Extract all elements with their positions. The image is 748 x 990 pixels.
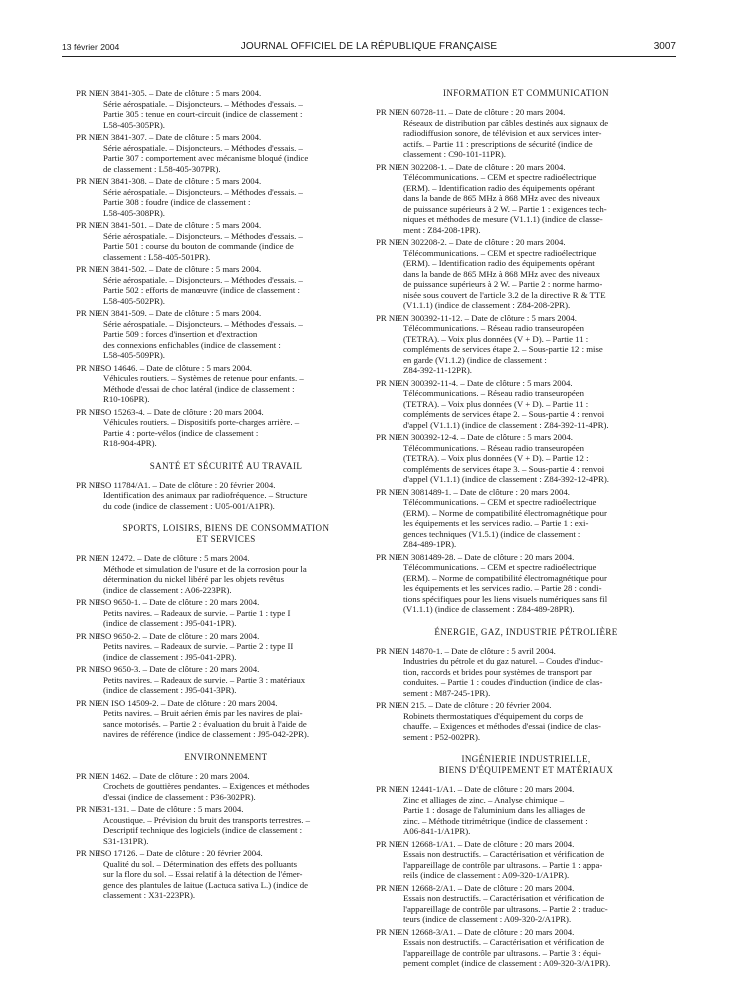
entry-heading bbox=[376, 646, 676, 657]
entry-description-line: Essais non destructifs. – Caractérisation et vérification de bbox=[403, 893, 605, 903]
entry-description bbox=[76, 859, 376, 901]
entry-reference: EN 302208-2. – Date de clôture : 20 mars 2004. bbox=[397, 237, 566, 247]
entry-prefix: PR NF bbox=[376, 107, 401, 117]
section-heading bbox=[76, 461, 376, 472]
entry-description-line: Télécommunications. – CEM et spectre radioélectrique bbox=[403, 172, 597, 182]
section-heading-line: SANTÉ ET SÉCURITÉ AU TRAVAIL bbox=[149, 460, 303, 471]
entry-description bbox=[76, 564, 376, 596]
standard-entry bbox=[76, 631, 376, 663]
entry-reference: ISO 9650-3. – Date de clôture : 20 mars 2004. bbox=[97, 664, 260, 674]
entry-description-line: ment : Z84-208-1PR). bbox=[403, 224, 481, 235]
entry-description-line: Série aérospatiale. – Disjoncteurs. – Méthodes d'essais. – bbox=[103, 274, 303, 285]
entry-description bbox=[76, 641, 376, 662]
entry-description bbox=[76, 781, 376, 802]
entry-description-line: d'appel (V1.1.1) (indice de classement : Z84-392-12-4PR). bbox=[403, 474, 609, 484]
entry-description bbox=[76, 319, 376, 361]
entry-reference: EN 12668-3/A1. – Date de clôture : 20 mars 2004. bbox=[397, 926, 575, 937]
entry-description-line: Série aérospatiale. – Disjoncteurs. – Méthodes d'essais. – bbox=[103, 142, 303, 153]
standard-entry bbox=[376, 883, 676, 925]
entry-heading bbox=[76, 848, 376, 859]
standard-entry bbox=[76, 407, 376, 449]
standard-entry bbox=[376, 237, 676, 311]
entry-heading bbox=[376, 927, 676, 938]
entry-prefix: PR NF bbox=[376, 882, 401, 893]
entry-description bbox=[376, 849, 676, 881]
entry-heading bbox=[376, 378, 676, 389]
entry-reference: EN 12472. – Date de clôture : 5 mars 2004. bbox=[97, 553, 250, 563]
entry-description-line: des connexions enfichables (indice de classement : bbox=[103, 339, 281, 350]
section-heading bbox=[376, 627, 676, 638]
entry-heading bbox=[76, 132, 376, 143]
entry-prefix: PR NF bbox=[76, 88, 101, 98]
section-heading-line: INFORMATION ET COMMUNICATION bbox=[442, 88, 610, 98]
entry-prefix: PR NF bbox=[76, 479, 101, 490]
entry-description-line: détermination du nickel libéré par les objets revêtus bbox=[103, 574, 285, 584]
entry-heading bbox=[376, 552, 676, 563]
entry-description-line: Robinets thermostatiques d'équipement du corps de bbox=[403, 710, 584, 721]
entry-description-line: sur la flore du sol. – Essai relatif à la détection de l'émer- bbox=[103, 869, 303, 879]
issue-date: 13 février 2004 bbox=[62, 42, 120, 52]
section-heading bbox=[376, 88, 676, 99]
entry-description-line: Partie 307 : comportement avec mécanisme bloqué (indice bbox=[103, 153, 309, 163]
entry-description-line: Crochets de gouttières pendantes. – Exigences et méthodes bbox=[103, 781, 310, 791]
entry-prefix: PR NF bbox=[376, 700, 401, 710]
entry-description-line: Acoustique. – Prévision du bruit des transports terrestres. – bbox=[103, 814, 311, 825]
entry-description bbox=[76, 187, 376, 219]
entry-description-line: navires de référence (indice de classement : J95-042-2PR). bbox=[103, 729, 310, 739]
entry-description-line: de classement : L58-405-307PR). bbox=[103, 163, 221, 174]
entry-description-line: l'appareillage de contrôle par ultrasons. – Partie 3 : équi- bbox=[403, 947, 601, 958]
entry-heading bbox=[76, 631, 376, 642]
standard-entry bbox=[376, 162, 676, 236]
entry-reference: EN 3841-305. – Date de clôture : 5 mars 2004. bbox=[97, 88, 262, 98]
entry-reference: EN 3841-308. – Date de clôture : 5 mars 2004. bbox=[97, 176, 262, 186]
entry-description-line: sement : P52-002PR). bbox=[403, 731, 481, 742]
entry-description-line: (indice de classement : J95-041-1PR). bbox=[103, 618, 237, 628]
entry-reference: EN 300392-11-12. – Date de clôture : 5 mars 2004. bbox=[397, 312, 577, 323]
section-heading-line: BIENS D'ÉQUIPEMENT ET MATÉRIAUX bbox=[438, 765, 614, 775]
entry-description bbox=[76, 815, 376, 847]
section-heading-line: SPORTS, LOISIRS, BIENS DE CONSOMMATION bbox=[122, 523, 330, 533]
entry-reference: EN 3841-307. – Date de clôture : 5 mars 2004. bbox=[97, 132, 262, 142]
entry-description-line: A06-841-1/A1PR). bbox=[403, 826, 471, 836]
entry-description-line: Partie 4 : porte-vélos (indice de classement : bbox=[103, 427, 259, 438]
entry-description-line: Partie 1 : dosage de l'aluminium dans les alliages de bbox=[403, 805, 586, 815]
entry-description-line: classement : C90-101-11PR). bbox=[403, 149, 506, 159]
entry-prefix: PR NF bbox=[376, 551, 401, 562]
section-heading bbox=[76, 752, 376, 763]
entry-prefix: PR NF bbox=[76, 553, 101, 563]
entry-description bbox=[376, 937, 676, 969]
entry-description-line: Petits navires. – Radeaux de survie. – Partie 1 : type I bbox=[103, 607, 291, 618]
entry-description-line: Partie 509 : forces d'insertion et d'extraction bbox=[103, 329, 258, 339]
standard-entry bbox=[76, 698, 376, 740]
standard-entry bbox=[376, 432, 676, 485]
entry-heading bbox=[376, 784, 676, 795]
entry-prefix: PR NF bbox=[376, 645, 401, 656]
entry-description-line: pement complet (indice de classement : A09-320-3/A1PR). bbox=[403, 958, 611, 968]
entry-prefix: PR NF bbox=[376, 486, 401, 497]
section-heading-line: ENVIRONNEMENT bbox=[184, 751, 268, 762]
entry-prefix: PR NF bbox=[76, 176, 101, 186]
entry-description-line: Qualité du sol. – Détermination des effets des polluants bbox=[103, 858, 297, 869]
entry-heading bbox=[76, 597, 376, 608]
standard-entry bbox=[376, 313, 676, 376]
entry-prefix: PR NF bbox=[76, 664, 101, 674]
entry-description-line: Méthode et simulation de l'usure et de la corrosion pour la bbox=[103, 563, 307, 574]
right-column bbox=[376, 88, 676, 971]
entry-reference: ISO 9650-1. – Date de clôture : 20 mars 2004. bbox=[97, 597, 260, 607]
entry-description-line: Réseaux de distribution par câbles destinés aux signaux de bbox=[403, 117, 609, 128]
entry-description-line: Télécommunications. – Réseau radio transeuropéen bbox=[403, 442, 585, 453]
entry-description-line: d'appel (V1.1.1) (indice de classement : Z84-392-11-4PR). bbox=[403, 419, 609, 430]
standard-entry bbox=[376, 378, 676, 431]
entry-heading bbox=[376, 700, 676, 711]
entry-description bbox=[376, 248, 676, 311]
entry-heading bbox=[76, 480, 376, 491]
entry-prefix: PR NF bbox=[376, 926, 401, 937]
entry-description-line: les équipements et les services radio. – Partie 28 : condi- bbox=[403, 583, 602, 593]
entry-description-line: Petits navires. – Radeaux de survie. – Partie 3 : matériaux bbox=[103, 674, 306, 685]
standard-entry bbox=[76, 480, 376, 512]
entry-description-line: (V1.1.1) (indice de classement : Z84-208-2PR). bbox=[403, 300, 571, 310]
entry-prefix: PR NF bbox=[76, 362, 101, 373]
entry-description-line: Partie 308 : foudre (indice de classement : bbox=[103, 197, 251, 207]
entry-description-line: d'essai (indice de classement : P36-302PR). bbox=[103, 791, 256, 802]
entry-description-line: sement : M87-245-1PR). bbox=[403, 687, 491, 698]
entry-description-line: Télécommunications. – CEM et spectre radioélectrique bbox=[403, 247, 597, 258]
entry-description-line: Descriptif technique des logiciels (indice de classement : bbox=[103, 825, 302, 835]
entry-heading bbox=[376, 432, 676, 443]
entry-description-line: nisée sous couvert de l'article 3.2 de la directive R & TTE bbox=[403, 289, 606, 300]
entry-description-line: classement : L58-405-501PR). bbox=[103, 251, 211, 262]
entry-heading bbox=[76, 553, 376, 564]
entry-description bbox=[76, 675, 376, 696]
entry-prefix: PR NF bbox=[76, 264, 101, 274]
entry-reference: EN 215. – Date de clôture : 20 février 2004. bbox=[397, 700, 552, 710]
entry-description-line: Zinc et alliages de zinc. – Analyse chimique – bbox=[403, 794, 565, 805]
entry-prefix: PR NF bbox=[76, 630, 101, 641]
entry-heading bbox=[76, 407, 376, 418]
entry-description bbox=[376, 893, 676, 925]
entry-description-line: Identification des animaux par radiofréquence. – Structure bbox=[103, 490, 308, 500]
entry-description-line: (indice de classement : J95-041-3PR). bbox=[103, 685, 237, 695]
entry-heading bbox=[376, 839, 676, 850]
entry-description-line: l'appareillage de contrôle par ultrasons. – Partie 1 : appa- bbox=[403, 859, 603, 870]
entry-description bbox=[376, 323, 676, 376]
entry-description-line: dans la bande de 865 MHz à 868 MHz avec des niveaux bbox=[403, 193, 601, 203]
standard-entry bbox=[76, 308, 376, 361]
entry-heading bbox=[76, 698, 376, 709]
journal-title: JOURNAL OFFICIEL DE LA RÉPUBLIQUE FRANÇAISE bbox=[240, 41, 498, 52]
entry-description-line: les équipements et les services radio. – Partie 1 : exi- bbox=[403, 518, 589, 528]
entry-prefix: PR NF bbox=[376, 838, 401, 849]
entry-heading bbox=[76, 264, 376, 275]
entry-description bbox=[76, 373, 376, 405]
entry-description-line: Télécommunications. – CEM et spectre radioélectrique bbox=[403, 562, 597, 572]
entry-description-line: Série aérospatiale. – Disjoncteurs. – Méthodes d'essais. – bbox=[103, 98, 303, 109]
page-number: 3007 bbox=[653, 41, 676, 52]
entry-reference: EN 3841-502. – Date de clôture : 5 mars 2004. bbox=[97, 264, 262, 274]
standard-entry bbox=[76, 132, 376, 174]
entry-heading bbox=[376, 237, 676, 248]
entry-description-line: (indice de classement : A06-223PR). bbox=[103, 584, 232, 595]
entry-description-line: chauffe. – Exigences et méthodes d'essai (indice de clas- bbox=[403, 721, 601, 731]
standard-entry bbox=[376, 552, 676, 615]
entry-heading bbox=[76, 88, 376, 99]
entry-description bbox=[376, 388, 676, 430]
entry-description-line: R10-106PR). bbox=[103, 394, 150, 404]
entry-description-line: Partie 502 : efforts de manœuvre (indice de classement : bbox=[103, 285, 300, 295]
entry-description-line: (TETRA). – Voix plus données (V + D). – Partie 11 : bbox=[403, 333, 589, 344]
entry-heading bbox=[76, 308, 376, 319]
entry-description-line: Partie 305 : tenue en court-circuit (indice de classement : bbox=[103, 109, 303, 119]
entry-heading bbox=[76, 363, 376, 374]
entry-reference: EN 1462. – Date de clôture : 20 mars 2004. bbox=[97, 770, 250, 781]
entry-heading bbox=[76, 664, 376, 675]
entry-description bbox=[76, 417, 376, 449]
entry-reference: S31-131. – Date de clôture : 5 mars 2004. bbox=[97, 804, 244, 814]
entry-description-line: L58-405-308PR). bbox=[103, 207, 165, 218]
standard-entry bbox=[76, 804, 376, 846]
entry-description-line: R18-904-4PR). bbox=[103, 438, 157, 448]
entry-prefix: PR NF bbox=[76, 770, 101, 781]
entry-description bbox=[376, 562, 676, 615]
entry-description-line: gences techniques (V1.5.1) (indice de classement : bbox=[403, 528, 581, 539]
standard-entry bbox=[376, 700, 676, 742]
entry-description bbox=[76, 608, 376, 629]
entry-description bbox=[76, 490, 376, 511]
entry-reference: EN 60728-11. – Date de clôture : 20 mars 2004. bbox=[397, 107, 566, 117]
entry-description-line: sance motorisés. – Partie 2 : évaluation du bruit à l'aide de bbox=[103, 718, 307, 729]
standard-entry bbox=[76, 176, 376, 218]
entry-description-line: Essais non destructifs. – Caractérisation et vérification de bbox=[403, 849, 605, 859]
entry-description-line: Méthode d'essai de choc latéral (indice de classement : bbox=[103, 383, 295, 394]
entry-heading bbox=[76, 804, 376, 815]
entry-description-line: Petits navires. – Radeaux de survie. – Partie 2 : type II bbox=[103, 641, 294, 651]
entry-description-line: (TETRA). – Voix plus données (V + D). – Partie 12 : bbox=[403, 453, 589, 463]
entry-description-line: classement : X31-223PR). bbox=[103, 890, 196, 900]
entry-reference: ISO 11784/A1. – Date de clôture : 20 février 2004. bbox=[97, 479, 276, 490]
entry-description-line: du code (indice de classement : U05-001/A1PR). bbox=[103, 500, 275, 511]
entry-description-line: en garde (V1.1.2) (indice de classement : bbox=[403, 354, 547, 365]
entry-reference: EN ISO 14509-2. – Date de clôture : 20 mars 2004. bbox=[97, 697, 278, 708]
entry-description-line: teurs (indice de classement : A09-320-2/A1PR). bbox=[403, 914, 572, 924]
standard-entry bbox=[376, 487, 676, 550]
entry-prefix: PR NF bbox=[376, 312, 401, 323]
entry-description bbox=[376, 656, 676, 698]
entry-prefix: PR NF bbox=[76, 848, 101, 858]
entry-reference: EN 3841-509. – Date de clôture : 5 mars 2004. bbox=[97, 308, 262, 318]
entry-prefix: PR NF bbox=[76, 406, 101, 417]
entry-description-line: Z84-489-1PR). bbox=[403, 539, 457, 549]
entry-description bbox=[76, 708, 376, 740]
entry-description bbox=[376, 795, 676, 837]
entry-description-line: Série aérospatiale. – Disjoncteurs. – Méthodes d'essais. – bbox=[103, 186, 303, 197]
entry-reference: ISO 9650-2. – Date de clôture : 20 mars 2004. bbox=[97, 630, 260, 641]
entry-description-line: compléments de services étape 2. – Sous-partie 12 : mise bbox=[403, 344, 603, 354]
standard-entry bbox=[376, 927, 676, 969]
entry-prefix: PR NF bbox=[76, 697, 101, 708]
entry-reference: EN 300392-12-4. – Date de clôture : 5 mars 2004. bbox=[397, 432, 573, 442]
entry-prefix: PR NF bbox=[376, 784, 401, 794]
entry-description-line: compléments de services étape 3. – Sous-partie 4 : renvoi bbox=[403, 463, 605, 474]
standard-entry bbox=[376, 839, 676, 881]
entry-description-line: Télécommunications. – Réseau radio transeuropéen bbox=[403, 388, 585, 398]
entry-description-line: tion, raccords et brides pour systèmes de transport par bbox=[403, 666, 592, 677]
entry-description-line: Petits navires. – Bruit aérien émis par les navires de plai- bbox=[103, 708, 303, 718]
entry-description-line: (indice de classement : J95-041-2PR). bbox=[103, 651, 237, 662]
section-heading bbox=[376, 754, 676, 776]
entry-reference: ISO 14646. – Date de clôture : 5 mars 2004. bbox=[97, 362, 252, 373]
entry-description-line: conduites. – Partie 1 : coudes d'induction (indice de clas- bbox=[403, 677, 603, 687]
standard-entry bbox=[76, 553, 376, 595]
entry-description-line: Essais non destructifs. – Caractérisation et vérification de bbox=[403, 937, 605, 947]
standard-entry bbox=[76, 848, 376, 901]
standard-entry bbox=[376, 784, 676, 837]
section-heading-line: ET SERVICES bbox=[196, 534, 256, 544]
standard-entry bbox=[76, 264, 376, 306]
section-heading bbox=[76, 523, 376, 545]
entry-prefix: PR NF bbox=[376, 377, 401, 388]
entry-reference: EN 300392-11-4. – Date de clôture : 5 mars 2004. bbox=[397, 377, 573, 388]
entry-description bbox=[376, 443, 676, 485]
entry-description-line: Série aérospatiale. – Disjoncteurs. – Méthodes d'essais. – bbox=[103, 230, 303, 241]
entry-description-line: L58-405-305PR). bbox=[103, 119, 165, 130]
entry-reference: EN 12441-1/A1. – Date de clôture : 20 mars 2004. bbox=[397, 784, 575, 794]
entry-description-line: (ERM). – Norme de compatibilité électromagnétique pour bbox=[403, 572, 607, 583]
standard-entry bbox=[76, 220, 376, 262]
entry-reference: EN 3081489-1. – Date de clôture : 20 mars 2004. bbox=[397, 486, 570, 497]
entry-description-line: (TETRA). – Voix plus données (V + D). – Partie 11 : bbox=[403, 398, 589, 409]
entry-description-line: Télécommunications. – Réseau radio transeuropéen bbox=[403, 323, 585, 333]
standard-entry bbox=[76, 771, 376, 803]
entry-heading bbox=[76, 176, 376, 187]
left-column bbox=[76, 88, 376, 903]
entry-reference: EN 302208-1. – Date de clôture : 20 mars 2004. bbox=[397, 161, 566, 172]
entry-reference: ISO 17126. – Date de clôture : 20 février 2004. bbox=[97, 848, 263, 858]
entry-description-line: radiodiffusion sonore, de télévision et aux services inter- bbox=[403, 128, 602, 138]
entry-description bbox=[376, 172, 676, 235]
entry-reference: EN 14870-1. – Date de clôture : 5 avril 2004. bbox=[397, 645, 556, 656]
entry-description-line: de puissance supérieurs à 2 W. – Partie 1 : exigences tech- bbox=[403, 203, 607, 214]
entry-reference: EN 12668-2/A1. – Date de clôture : 20 mars 2004. bbox=[397, 882, 575, 893]
entry-heading bbox=[376, 107, 676, 118]
entry-prefix: PR NF bbox=[376, 432, 401, 442]
entry-description-line: (ERM). – Norme de compatibilité électromagnétique pour bbox=[403, 507, 607, 518]
entry-description-line: Série aérospatiale. – Disjoncteurs. – Méthodes d'essais. – bbox=[103, 318, 303, 329]
entry-description-line: dans la bande de 865 MHz à 868 MHz avec des niveaux bbox=[403, 268, 601, 279]
standard-entry bbox=[376, 107, 676, 160]
entry-heading bbox=[376, 883, 676, 894]
entry-description-line: Industries du pétrole et du gaz naturel. – Coudes d'induc- bbox=[403, 656, 603, 666]
entry-description bbox=[76, 275, 376, 307]
entry-description-line: tions spécifiques pour les liens visuels numériques sans fil bbox=[403, 593, 608, 604]
entry-description-line: L58-405-509PR). bbox=[103, 350, 165, 360]
entry-description bbox=[376, 118, 676, 160]
entry-prefix: PR NF bbox=[76, 132, 101, 142]
entry-description-line: de puissance supérieurs à 2 W. – Partie 2 : norme harmo- bbox=[403, 279, 603, 289]
entry-description-line: Z84-392-11-12PR). bbox=[403, 365, 472, 375]
entry-description bbox=[76, 231, 376, 263]
entry-reference: EN 3841-501. – Date de clôture : 5 mars 2004. bbox=[97, 220, 262, 230]
entry-prefix: PR NF bbox=[76, 597, 101, 607]
entry-description bbox=[76, 99, 376, 131]
standard-entry bbox=[376, 646, 676, 699]
entry-prefix: PR NF bbox=[76, 308, 101, 318]
entry-prefix: PR NF bbox=[376, 237, 401, 247]
entry-prefix: PR NF bbox=[76, 804, 101, 814]
entry-description-line: (V1.1.1) (indice de classement : Z84-489-28PR). bbox=[403, 604, 575, 614]
entry-description-line: (ERM). – Identification radio des équipements opérant bbox=[403, 182, 595, 193]
standard-entry bbox=[76, 664, 376, 696]
entry-description bbox=[376, 497, 676, 550]
entry-prefix: PR NF bbox=[76, 220, 101, 230]
entry-heading bbox=[376, 313, 676, 324]
section-heading-line: INGÉNIERIE INDUSTRIELLE, bbox=[461, 754, 591, 764]
entry-reference: EN 3081489-28. – Date de clôture : 20 mars 2004. bbox=[397, 551, 575, 562]
entry-description-line: niques et méthodes de mesure (V1.1.1) (indice de classe- bbox=[403, 214, 603, 224]
entry-description-line: l'appareillage de contrôle par ultrasons. – Partie 2 : traduc- bbox=[403, 903, 608, 914]
entry-heading bbox=[376, 487, 676, 498]
entry-description-line: (ERM). – Identification radio des équipements opérant bbox=[403, 258, 595, 268]
entry-description-line: zinc. – Méthode titrimétrique (indice de classement : bbox=[403, 815, 588, 826]
section-heading-line: ÉNERGIE, GAZ, INDUSTRIE PÉTROLIÈRE bbox=[434, 626, 618, 637]
entry-prefix: PR NF bbox=[376, 161, 401, 172]
entry-heading bbox=[76, 220, 376, 231]
page-header bbox=[62, 40, 676, 57]
entry-reference: EN 12668-1/A1. – Date de clôture : 20 mars 2004. bbox=[397, 838, 575, 849]
standard-entry bbox=[76, 88, 376, 130]
entry-description-line: gence des plantules de laitue (Lactuca sativa L.) (indice de bbox=[103, 879, 309, 890]
entry-description-line: S31-131PR). bbox=[103, 835, 149, 846]
entry-description-line: actifs. – Partie 11 : prescriptions de sécurité (indice de bbox=[403, 138, 593, 149]
entry-description-line: reils (indice de classement : A09-320-1/A1PR). bbox=[403, 870, 570, 880]
entry-description bbox=[376, 711, 676, 743]
entry-description bbox=[76, 143, 376, 175]
entry-description-line: Partie 501 : course du bouton de commande (indice de bbox=[103, 241, 294, 251]
entry-heading bbox=[76, 771, 376, 782]
entry-description-line: Véhicules routiers. – Dispositifs porte-charges arrière. – bbox=[103, 417, 300, 427]
standard-entry bbox=[76, 597, 376, 629]
entry-description-line: Véhicules routiers. – Systèmes de retenue pour enfants. – bbox=[103, 373, 304, 383]
standard-entry bbox=[76, 363, 376, 405]
entry-description-line: compléments de services étape 2. – Sous-partie 4 : renvoi bbox=[403, 409, 605, 419]
entry-description-line: L58-405-502PR). bbox=[103, 295, 165, 306]
entry-heading bbox=[376, 162, 676, 173]
entry-reference: ISO 15263-4. – Date de clôture : 20 mars 2004. bbox=[97, 406, 264, 417]
entry-description-line: Télécommunications. – CEM et spectre radioélectrique bbox=[403, 497, 597, 507]
